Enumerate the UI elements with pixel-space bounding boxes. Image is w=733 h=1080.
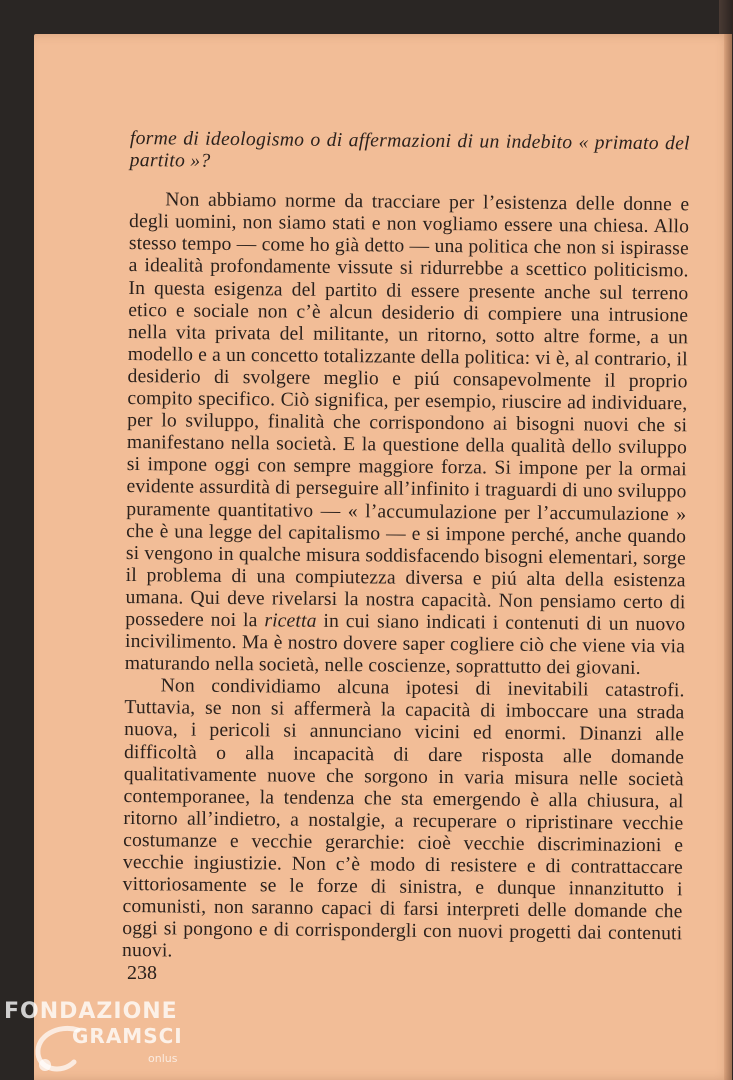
italic-word-ricetta: ricetta xyxy=(264,610,317,632)
watermark-line-1: FONDAZIONE xyxy=(4,999,178,1024)
watermark-line-2: GRAMSCI xyxy=(72,1024,183,1048)
page-number: 238 xyxy=(127,962,157,984)
intro-line: forme di ideologismo o di affermazioni di un indebito « primato del partito »? xyxy=(129,128,690,172)
paragraph-1-part-b: in cui siano indicati i contenuti di un nuovo incivilimento. Ma è nostro dovere saper cogliere ciò che viene via via maturando nella società, nelle coscienze, soprattutto dei giovani. xyxy=(124,610,686,680)
paragraph-1-part-a: Non abbiamo norme da tracciare per l’esistenza delle donne e degli uomini, non siamo stati e non vogliamo essere una chiesa. Allo stesso tempo — come ho già detto — una politica che non si ispirasse a idealità profondamente vissute si ridurrebbe a scettico politicismo. In questa esigenza del partito di essere presente anche sul terreno etico e sociale non c’è alcun desiderio di compiere una intrusione nella vita privata del militante, un ritorno, sotto altre forme, a un modello e a un concetto totalizzante della politica: vi è, al contrario, il desiderio di svolgere meglio e piú consapevolmente il proprio compito specifico. Ciò significa, per esempio, riuscire ad individuare, per lo sviluppo, finalità che corrispondono ai bisogni nuovi che si manifestano nella società. E la questione della qualità dello sviluppo si impone oggi con sempre maggiore forza. Si impone per la ormai evidente assurdità di perseguire all’infinito i traguardi di uno sviluppo puramente quantitativo — « l’accumulazione per l’accumulazione » che è una legge del capitalismo — e si impone perché, anche quando si vengono in qualche misura soddisfacendo bisogni elementari, sorge il problema di una compiutezza diversa e piú alta della esistenza umana. Qui deve rivelarsi la nostra capacità. Non pensiamo certo di possedere noi la xyxy=(125,189,690,632)
paragraph-2: Non condividiamo alcuna ipotesi di inevitabili catastrofi. Tuttavia, se non si affermerà la capacità di imboccare una strada nuova, i pericoli si annunciano vicini ed enormi. Dinanzi alle difficoltà o alla incapacità di dare risposta alle domande qualitativamente nuove che sorgono in varia misura nelle società contemporanee, la tendenza che sta emergendo è alla chiusura, al ritorno all’indietro, a nostalgie, a recuperare o ripristinare vecchie costumanze e vecchie gerarchie: cioè vecchie discriminazioni e vecchie ingiustizie. Non c’è modo di resistere e di contrattaccare vittoriosamente se le forze di sinistra, e dunque innanzitutto i comunisti, non saranno capaci di farsi interpreti delle domande che oggi si pongono e di corrispondergli con nuovi progetti dai contenuti nuovi. xyxy=(122,675,685,962)
watermark-onlus: onlus xyxy=(148,1052,178,1065)
paragraph-1 xyxy=(125,189,690,680)
book-page xyxy=(34,34,732,1080)
fondazione-gramsci-watermark xyxy=(2,996,192,1076)
page-text xyxy=(122,128,690,968)
page-gutter-shadow xyxy=(724,34,732,1080)
